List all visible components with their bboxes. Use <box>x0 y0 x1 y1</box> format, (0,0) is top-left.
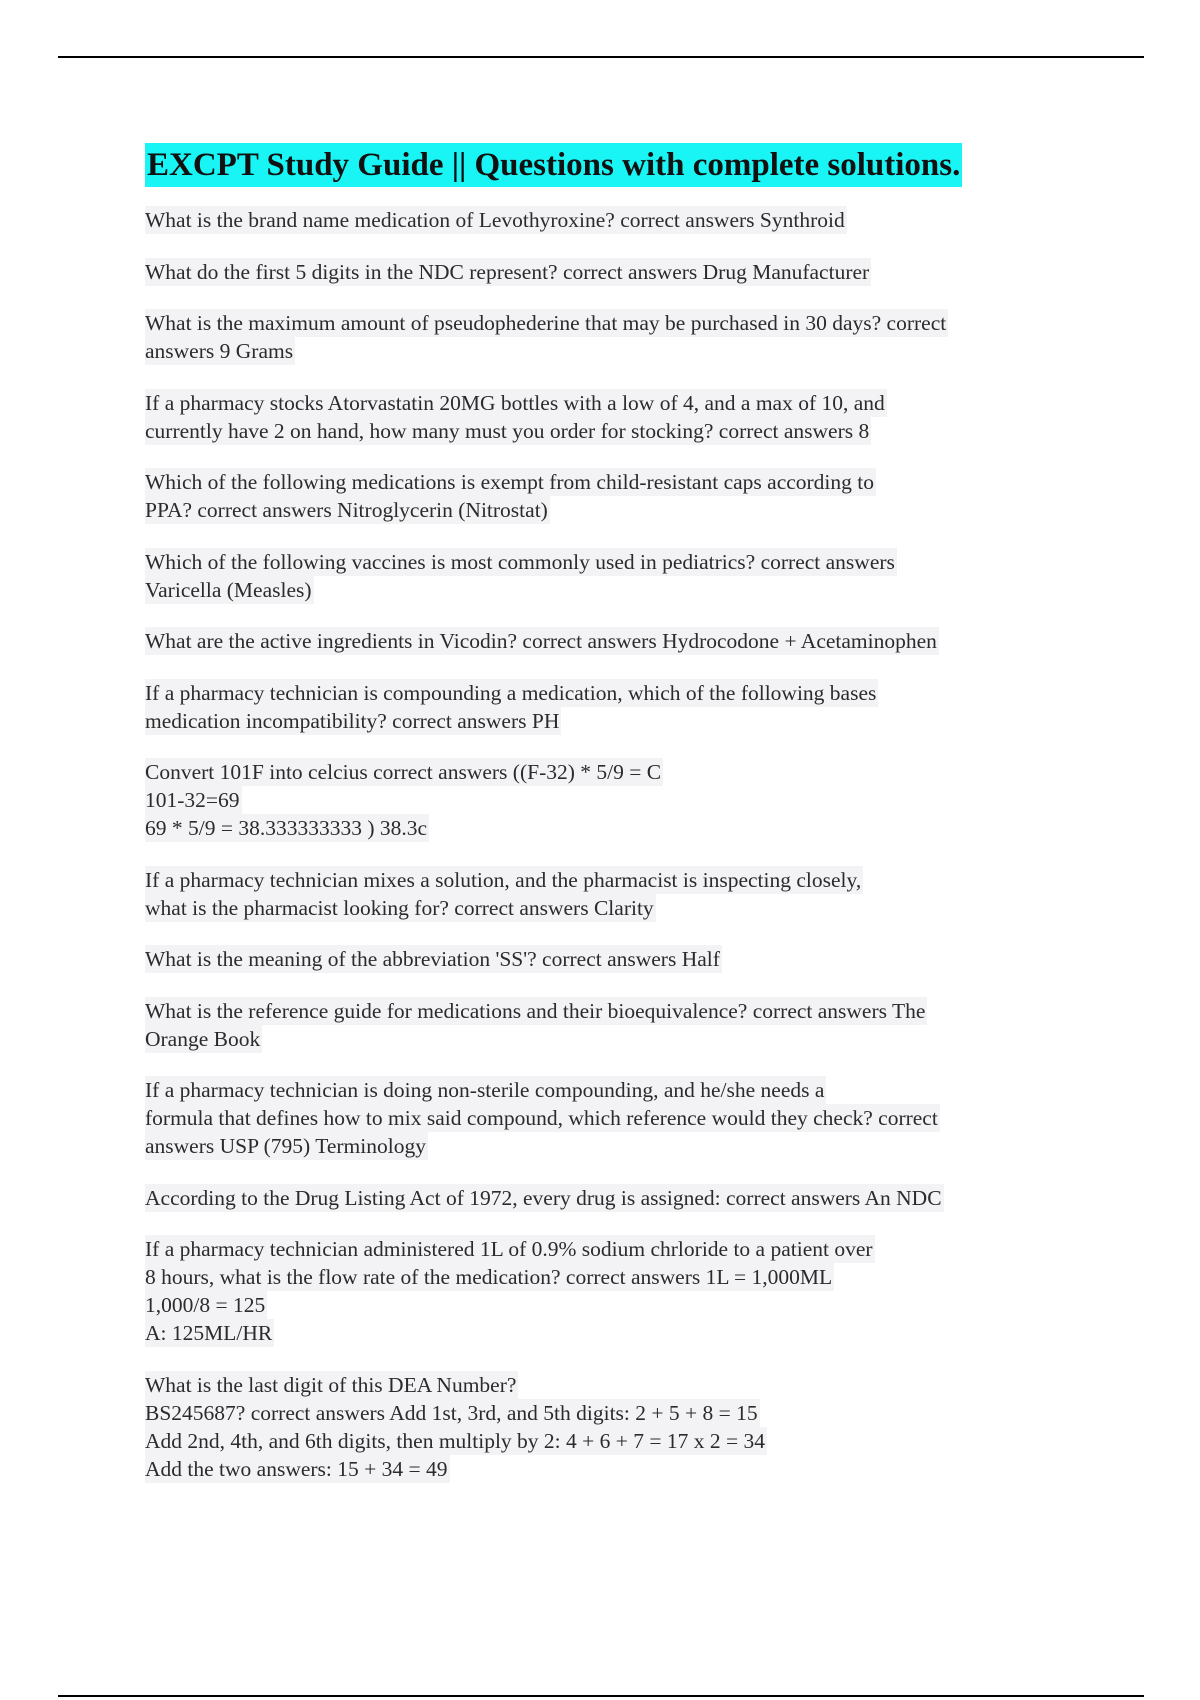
qa-item <box>145 1235 1075 1347</box>
qa-item <box>145 389 1075 445</box>
qa-line: formula that defines how to mix said compound, which reference would they check? correct <box>145 1106 938 1130</box>
qa-item <box>145 548 1075 604</box>
qa-line: what is the pharmacist looking for? correct answers Clarity <box>145 895 654 920</box>
qa-item <box>145 468 1075 524</box>
qa-item <box>145 997 1075 1053</box>
qa-item <box>145 206 1075 234</box>
qa-line: According to the Drug Listing Act of 1972, every drug is assigned: correct answers An NDC <box>145 1185 942 1210</box>
qa-item <box>145 1184 1075 1212</box>
qa-item <box>145 309 1075 365</box>
qa-item <box>145 627 1075 655</box>
qa-line: Orange Book <box>145 1026 261 1051</box>
qa-line: If a pharmacy technician is compounding a medication, which of the following bases <box>145 680 877 705</box>
qa-line: If a pharmacy technician administered 1L of 0.9% sodium chrloride to a patient over <box>145 1237 873 1261</box>
qa-item <box>145 866 1075 922</box>
qa-line: If a pharmacy technician is doing non-sterile compounding, and he/she needs a <box>145 1078 825 1102</box>
qa-line: What is the maximum amount of pseudophederine that may be purchased in 30 days? correct <box>145 311 947 335</box>
qa-line: Add the two answers: 15 + 34 = 49 <box>145 1456 448 1481</box>
qa-line: 1,000/8 = 125 <box>145 1293 266 1317</box>
qa-item <box>145 1076 1075 1160</box>
qa-item <box>145 758 1075 842</box>
qa-line: If a pharmacy stocks Atorvastatin 20MG bottles with a low of 4, and a max of 10, and <box>145 390 885 415</box>
qa-item <box>145 258 1075 286</box>
qa-line: answers 9 Grams <box>145 339 294 363</box>
qa-item <box>145 1371 1075 1483</box>
bottom-rule <box>58 1695 1144 1697</box>
qa-line: medication incompatibility? correct answers PH <box>145 708 560 733</box>
document-title: EXCPT Study Guide || Questions with complete solutions. <box>145 143 962 187</box>
qa-item <box>145 679 1075 735</box>
qa-line: Varicella (Measles) <box>145 577 312 602</box>
qa-line: Add 2nd, 4th, and 6th digits, then multiply by 2: 4 + 6 + 7 = 17 x 2 = 34 <box>145 1428 766 1453</box>
qa-item <box>145 945 1075 973</box>
qa-line: BS245687? correct answers Add 1st, 3rd, and 5th digits: 2 + 5 + 8 = 15 <box>145 1400 758 1425</box>
qa-line: What is the last digit of this DEA Number? <box>145 1372 517 1397</box>
qa-line: 8 hours, what is the flow rate of the medication? correct answers 1L = 1,000ML <box>145 1265 833 1289</box>
qa-line: 69 * 5/9 = 38.333333333 ) 38.3c <box>145 816 428 840</box>
document-body <box>145 143 1075 1506</box>
qa-line: What is the brand name medication of Levothyroxine? correct answers Synthroid <box>145 208 845 232</box>
qa-line: What is the meaning of the abbreviation 'SS'? correct answers Half <box>145 947 720 971</box>
qa-line: currently have 2 on hand, how many must you order for stocking? correct answers 8 <box>145 418 870 443</box>
qa-list <box>145 206 1075 1483</box>
qa-line: Convert 101F into celcius correct answers ((F-32) * 5/9 = C <box>145 760 662 784</box>
qa-line: What are the active ingredients in Vicodin? correct answers Hydrocodone + Acetaminophen <box>145 629 937 653</box>
qa-line: Which of the following medications is exempt from child-resistant caps according to <box>145 470 875 494</box>
qa-line: A: 125ML/HR <box>145 1321 273 1345</box>
qa-line: 101-32=69 <box>145 788 240 812</box>
qa-line: PPA? correct answers Nitroglycerin (Nitrostat) <box>145 498 548 522</box>
qa-line: answers USP (795) Terminology <box>145 1134 426 1158</box>
qa-line: Which of the following vaccines is most commonly used in pediatrics? correct answers <box>145 549 895 574</box>
qa-line: What is the reference guide for medications and their bioequivalence? correct answers The <box>145 998 926 1023</box>
qa-line: If a pharmacy technician mixes a solution, and the pharmacist is inspecting closely, <box>145 867 862 892</box>
top-rule <box>58 56 1144 58</box>
qa-line: What do the first 5 digits in the NDC represent? correct answers Drug Manufacturer <box>145 259 870 284</box>
